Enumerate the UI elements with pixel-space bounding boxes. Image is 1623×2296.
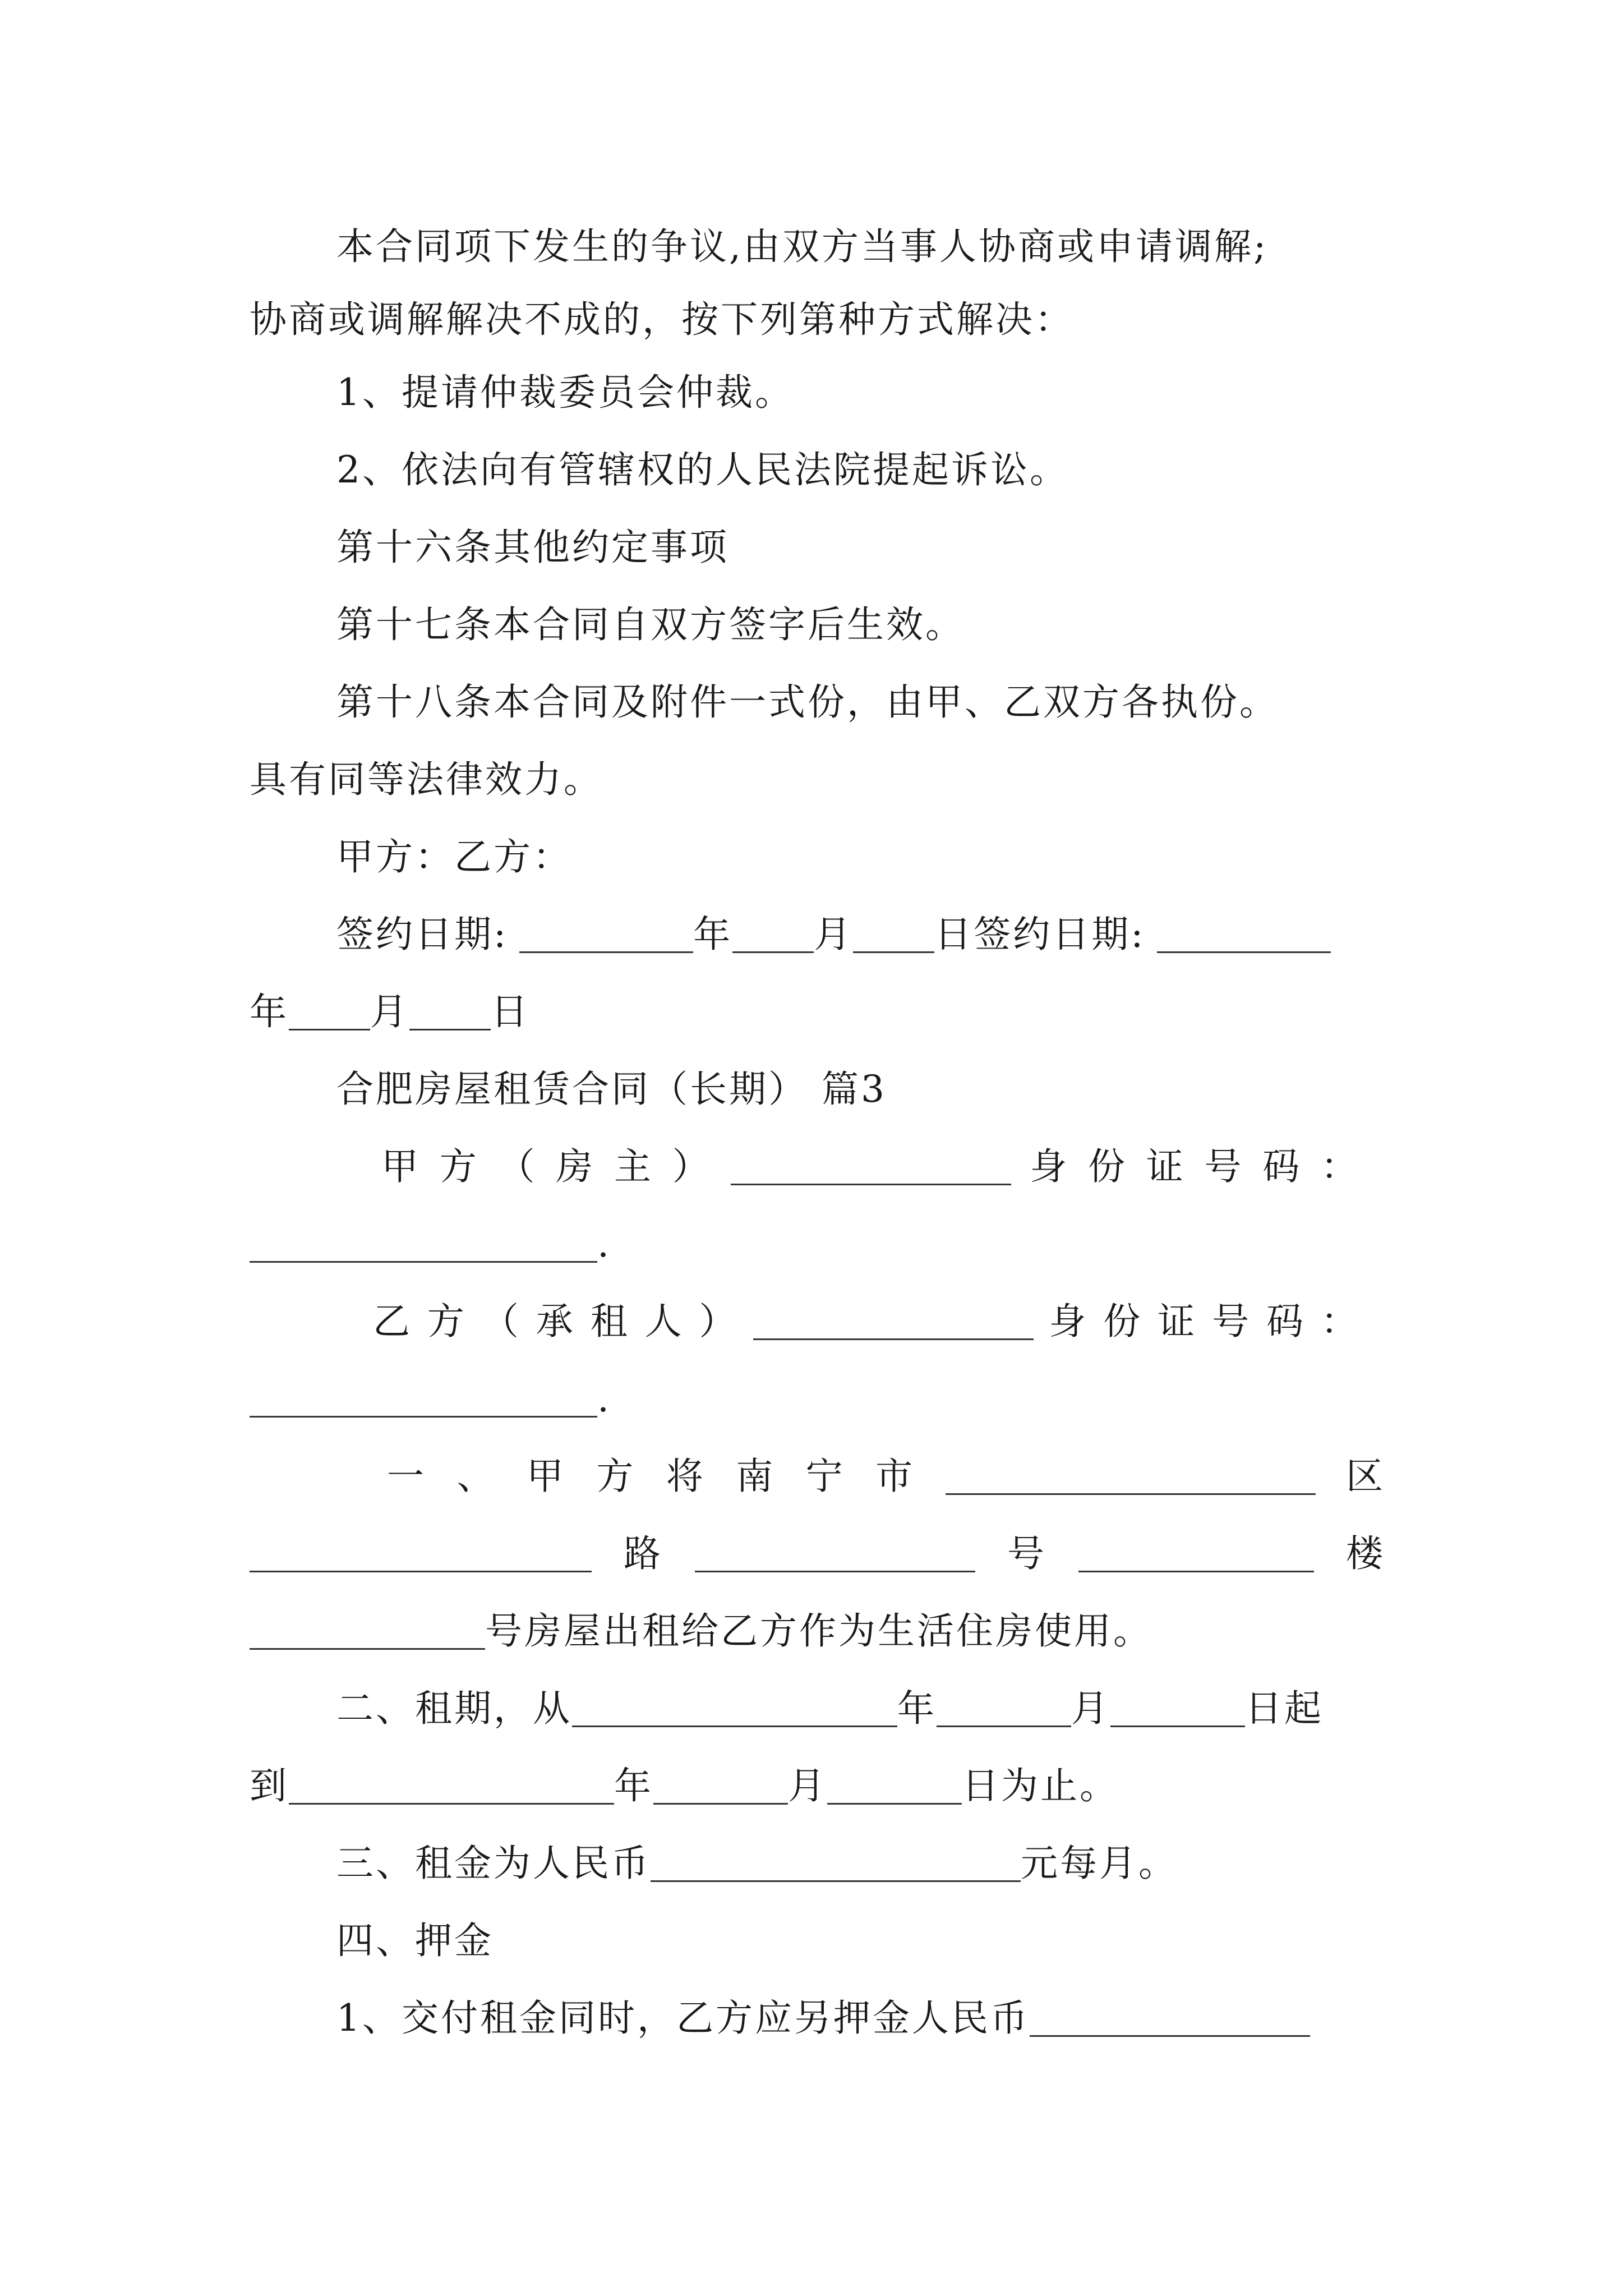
party-b-id-end: .	[597, 1377, 611, 1420]
clause-1-char: 市	[875, 1455, 915, 1498]
district-label: 区	[1345, 1455, 1385, 1498]
clause-1-char: 甲	[526, 1455, 566, 1498]
rent-prefix: 三、租金为人民币	[336, 1842, 651, 1885]
signing-year-blank-2	[1157, 917, 1331, 953]
rent-suffix: 元每月。	[1021, 1842, 1178, 1885]
party-a-name-blank	[731, 1149, 1011, 1185]
option-litigation: 2、依法向有管辖权的人民法院提起诉讼。	[336, 448, 1069, 491]
party-a-id-blank	[250, 1226, 597, 1263]
signing-month-blank-2	[289, 994, 370, 1030]
signing-month-label: 月	[814, 913, 854, 956]
signing-date-label: 签约日期:	[336, 913, 509, 956]
clause-1-char: 宁	[805, 1455, 845, 1498]
lease-start-day-label: 日起	[1245, 1687, 1324, 1730]
lease-start-month-label: 月	[1071, 1687, 1110, 1730]
party-b-line	[373, 1282, 1360, 1361]
district-blank	[946, 1458, 1316, 1495]
signing-month-label-2: 月	[370, 990, 409, 1033]
building-label: 楼	[1346, 1532, 1385, 1575]
signing-day-label: 日签约日期:	[934, 913, 1146, 956]
signing-day-blank	[853, 917, 934, 953]
clause-2-line-1	[336, 1669, 1385, 1748]
deposit-amount-blank	[1030, 2000, 1310, 2037]
party-a-id-char: 份	[1088, 1145, 1127, 1188]
party-b-id-char: 证	[1158, 1300, 1197, 1343]
lease-start-month-blank	[937, 1691, 1071, 1727]
party-b-char: 乙	[373, 1300, 412, 1343]
building-blank	[1078, 1536, 1314, 1572]
party-b-char: （	[481, 1300, 521, 1343]
deposit-title: 四、押金	[336, 1919, 494, 1962]
road-blank	[250, 1536, 592, 1572]
article-18-line-1: 第十八条本合同及附件一式份，由甲、乙双方各执份。	[336, 680, 1279, 724]
party-b-id-char: 身	[1049, 1300, 1089, 1343]
lease-end-year-label: 年	[614, 1764, 653, 1807]
party-b-char: 方	[427, 1300, 467, 1343]
deposit-item-1	[336, 1979, 1385, 2058]
lease-start-day-blank	[1110, 1691, 1245, 1727]
option-arbitration: 1、提请仲裁委员会仲裁。	[336, 371, 794, 414]
signing-month-blank	[732, 917, 814, 953]
party-a-id-end: .	[597, 1222, 611, 1266]
lease-start-year-label: 年	[897, 1687, 937, 1730]
road-label: 路	[624, 1532, 663, 1575]
party-b-id-char: 码	[1266, 1300, 1306, 1343]
deposit-item-1-text: 1、交付租金同时，乙方应另押金人民币	[336, 1996, 1030, 2040]
party-b-char: 承	[536, 1300, 575, 1343]
party-a-id-char: 身	[1030, 1145, 1069, 1188]
party-a-char: ）	[672, 1145, 712, 1188]
party-b-id-char: ：	[1320, 1300, 1360, 1343]
article-18-line-2: 具有同等法律效力。	[250, 758, 603, 801]
lease-term-prefix: 二、租期，从	[336, 1687, 572, 1730]
party-b-char: 租	[590, 1300, 630, 1343]
signing-date-line-2	[250, 973, 1385, 1051]
signing-date-line-1	[336, 895, 1385, 974]
clause-1-char: 将	[666, 1455, 706, 1498]
article-17: 第十七条本合同自双方签字后生效。	[336, 603, 965, 646]
party-a-char: （	[497, 1145, 537, 1188]
lease-end-year-blank	[289, 1768, 614, 1805]
lease-end-day-blank	[827, 1768, 962, 1805]
signing-year-blank	[519, 917, 693, 953]
party-b-id-blank	[250, 1381, 597, 1418]
clause-1-line-1	[387, 1437, 1385, 1516]
number-blank	[695, 1536, 975, 1572]
party-b-name-blank	[753, 1304, 1034, 1340]
party-b-char: ）	[699, 1300, 739, 1343]
dispute-line-2: 协商或调解解决不成的，按下列第种方式解决：	[250, 298, 1074, 341]
signing-day-label-2: 日	[491, 990, 530, 1033]
clause-3-line	[336, 1824, 1385, 1903]
signing-day-blank-2	[409, 994, 491, 1030]
party-b-id-char: 份	[1103, 1300, 1143, 1343]
party-a-line	[381, 1128, 1360, 1206]
party-a-id-char: 码	[1262, 1145, 1302, 1188]
party-a-id-char: ：	[1321, 1145, 1360, 1188]
clause-1-line-2	[250, 1515, 1385, 1593]
parties-signature: 甲方：乙方：	[336, 835, 572, 878]
lease-end-day-label: 日为止。	[962, 1764, 1119, 1807]
lease-start-year-blank	[572, 1691, 897, 1727]
signing-year-label: 年	[693, 913, 733, 956]
party-a-id-line	[250, 1205, 1385, 1283]
article-16: 第十六条其他约定事项	[336, 526, 729, 569]
party-a-char: 方	[439, 1145, 479, 1188]
party-a-char: 甲	[381, 1145, 421, 1188]
party-b-id-char: 号	[1212, 1300, 1252, 1343]
party-a-char: 主	[614, 1145, 653, 1188]
party-a-id-char: 号	[1204, 1145, 1244, 1188]
contract-heading: 合肥房屋租赁合同（长期） 篇3	[336, 1068, 887, 1111]
party-b-id-line	[250, 1360, 1385, 1438]
party-b-char: 人	[644, 1300, 684, 1343]
party-a-id-char: 证	[1146, 1145, 1186, 1188]
signing-year-label-2: 年	[250, 990, 289, 1033]
clause-1-char: 方	[596, 1455, 636, 1498]
clause-1-tail: 号房屋出租给乙方作为生活住房使用。	[485, 1609, 1152, 1653]
clause-1-char: 、	[457, 1455, 496, 1498]
clause-1-char: 一	[387, 1455, 426, 1498]
rent-amount-blank	[651, 1846, 1021, 1882]
number-label: 号	[1007, 1532, 1046, 1575]
lease-end-month-blank	[653, 1768, 788, 1805]
clause-1-char: 南	[736, 1455, 776, 1498]
party-a-char: 房	[556, 1145, 596, 1188]
lease-to-label: 到	[250, 1764, 289, 1807]
room-blank	[250, 1613, 485, 1650]
clause-2-line-2	[250, 1747, 1385, 1825]
lease-end-month-label: 月	[788, 1764, 827, 1807]
clause-1-line-3	[250, 1592, 1385, 1671]
dispute-line-1: 本合同项下发生的争议,由双方当事人协商或申请调解;	[336, 225, 1269, 268]
